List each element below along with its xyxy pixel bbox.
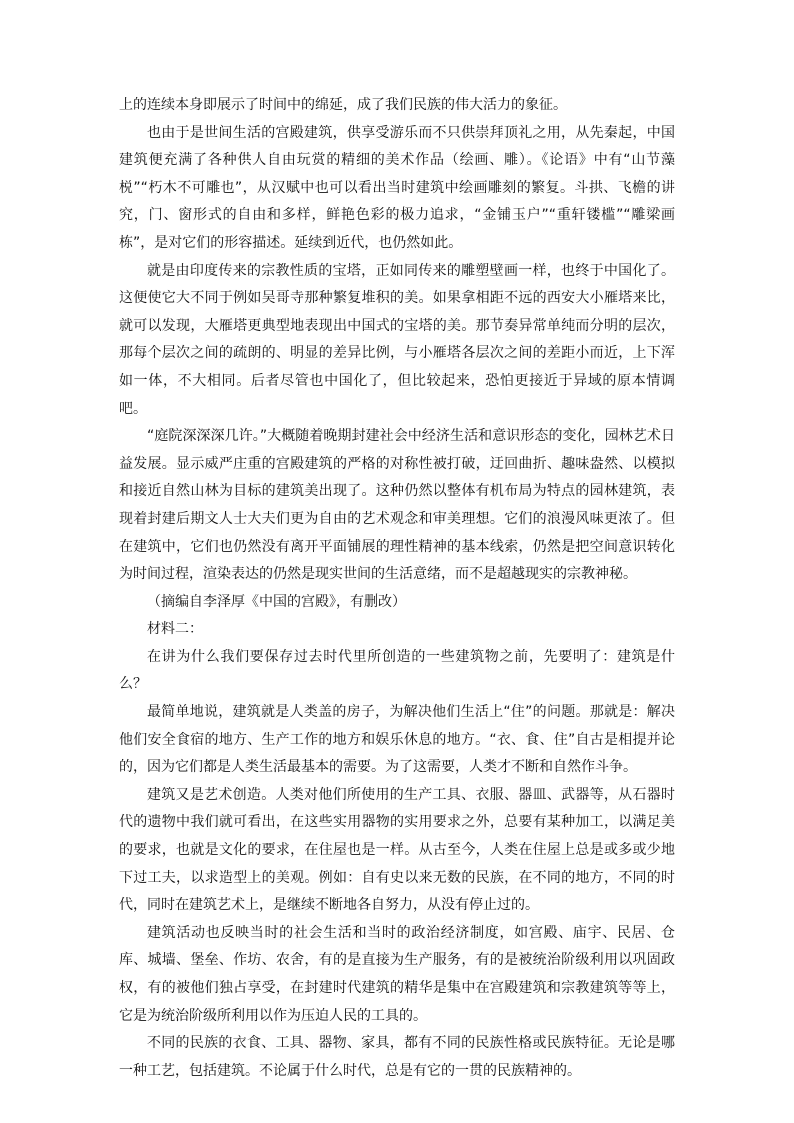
paragraph-palace-art: 也由于是世间生活的宫殿建筑，供享受游乐而不只供崇拜顶礼之用，从先秦起，中国建筑便充满了各种供人自由玩赏的精细的美术作品（绘画、雕）。《论语》中有“山节藻棁”“朽木不可雕也”，从汉赋中也可以看出当时建筑中绘画雕刻的繁复。斗拱、飞檐的讲究，门、窗形式的自由和多样，鲜艳色彩的极力追求，“金铺玉户”“重轩镂槛”“雕梁画栋”，是对它们的形容描述。延续到近代，也仍然如此。 xyxy=(119,124,675,251)
paragraph-national-character: 不同的民族的衣食、工具、器物、家具，都有不同的民族性格或民族特征。无论是哪一种工艺，包括建筑。不论属于什么时代，总是有它的一贯的民族精神的。 xyxy=(119,1035,675,1079)
document-page xyxy=(119,92,675,1085)
paragraph-pagoda: 就是由印度传来的宗教性质的宝塔，正如同传来的雕塑壁画一样，也终于中国化了。这便使它大不同于例如吴哥寺那种繁复堆积的美。如果拿相距不远的西安大小雁塔来比，就可以发现，大雁塔更典型地表现出中国式的宝塔的美。那节奏异常单纯而分明的层次，那每个层次之间的疏朗的、明显的差异比例，与小雁塔各层次之间的差距小而近，上下浑如一体，不大相同。后者尽管也中国化了，但比较起来，恐怕更接近于异域的原本情调吧。 xyxy=(119,262,675,417)
material-two-heading: 材料二： xyxy=(147,621,203,638)
paragraph-continuation: 上的连续本身即展示了时间中的绵延，成了我们民族的伟大活力的象征。 xyxy=(119,97,567,113)
source-citation: （摘编自李泽厚《中国的宫殿》，有删改） xyxy=(147,593,406,610)
paragraph-social-reflection: 建筑活动也反映当时的社会生活和当时的政治经济制度，如宫殿、庙宇、民居、仓库、城墙、堡垒、作坊、农舍，有的是直接为生产服务，有的是被统治阶级利用以巩固政权，有的被他们独占享受，在封建时代建筑的精华是集中在宫殿建筑和宗教建筑等等上，它是为统治阶级所利用以作为压迫人民的工具的。 xyxy=(119,924,675,1024)
paragraph-what-is-architecture: 在讲为什么我们要保存过去时代里所创造的一些建筑物之前，先要明了：建筑是什么？ xyxy=(119,648,675,693)
paragraph-art-creation: 建筑又是艺术创造。人类对他们所使用的生产工具、衣服、器皿、武器等，从石器时代的遗物中我们就可看出，在这些实用器物的实用要求之外，总要有某种加工，以满足美的要求，也就是文化的要求，在住屋也是一样。从古至今，人类在住屋上总是或多或少地下过工夫，以求造型上的美观。例如：自有史以来无数的民族，在不同的地方，不同的时代，同时在建筑艺术上，是继续不断地各自努力，从没有停止过的。 xyxy=(119,786,675,914)
paragraph-housing: 最简单地说，建筑就是人类盖的房子，为解决他们生活上“住”的问题。那就是：解决他们安全食宿的地方、生产工作的地方和娱乐休息的地方。“衣、食、住”自古是相提并论的，因为它们都是人类生活最基本的需要。为了这需要，人类才不断和自然作斗争。 xyxy=(119,704,675,776)
paragraph-garden: “庭院深深深几许。”大概随着晚期封建社会中经济生活和意识形态的变化，园林艺术日益发展。显示威严庄重的宫殿建筑的严格的对称性被打破，迂回曲折、趣味盎然、以模拟和接近自然山林为目标的建筑美出现了。这种仍然以整体有机布局为特点的园林建筑，表现着封建后期文人士大夫们更为自由的艺术观念和审美理想。它们的浪漫风味更浓了。但在建筑中，它们也仍然没有离开平面铺展的理性精神的基本线索，仍然是把空间意识转化为时间过程，渲染表达的仍然是现实世间的生活意绪，而不是超越现实的宗教神秘。 xyxy=(119,428,675,583)
